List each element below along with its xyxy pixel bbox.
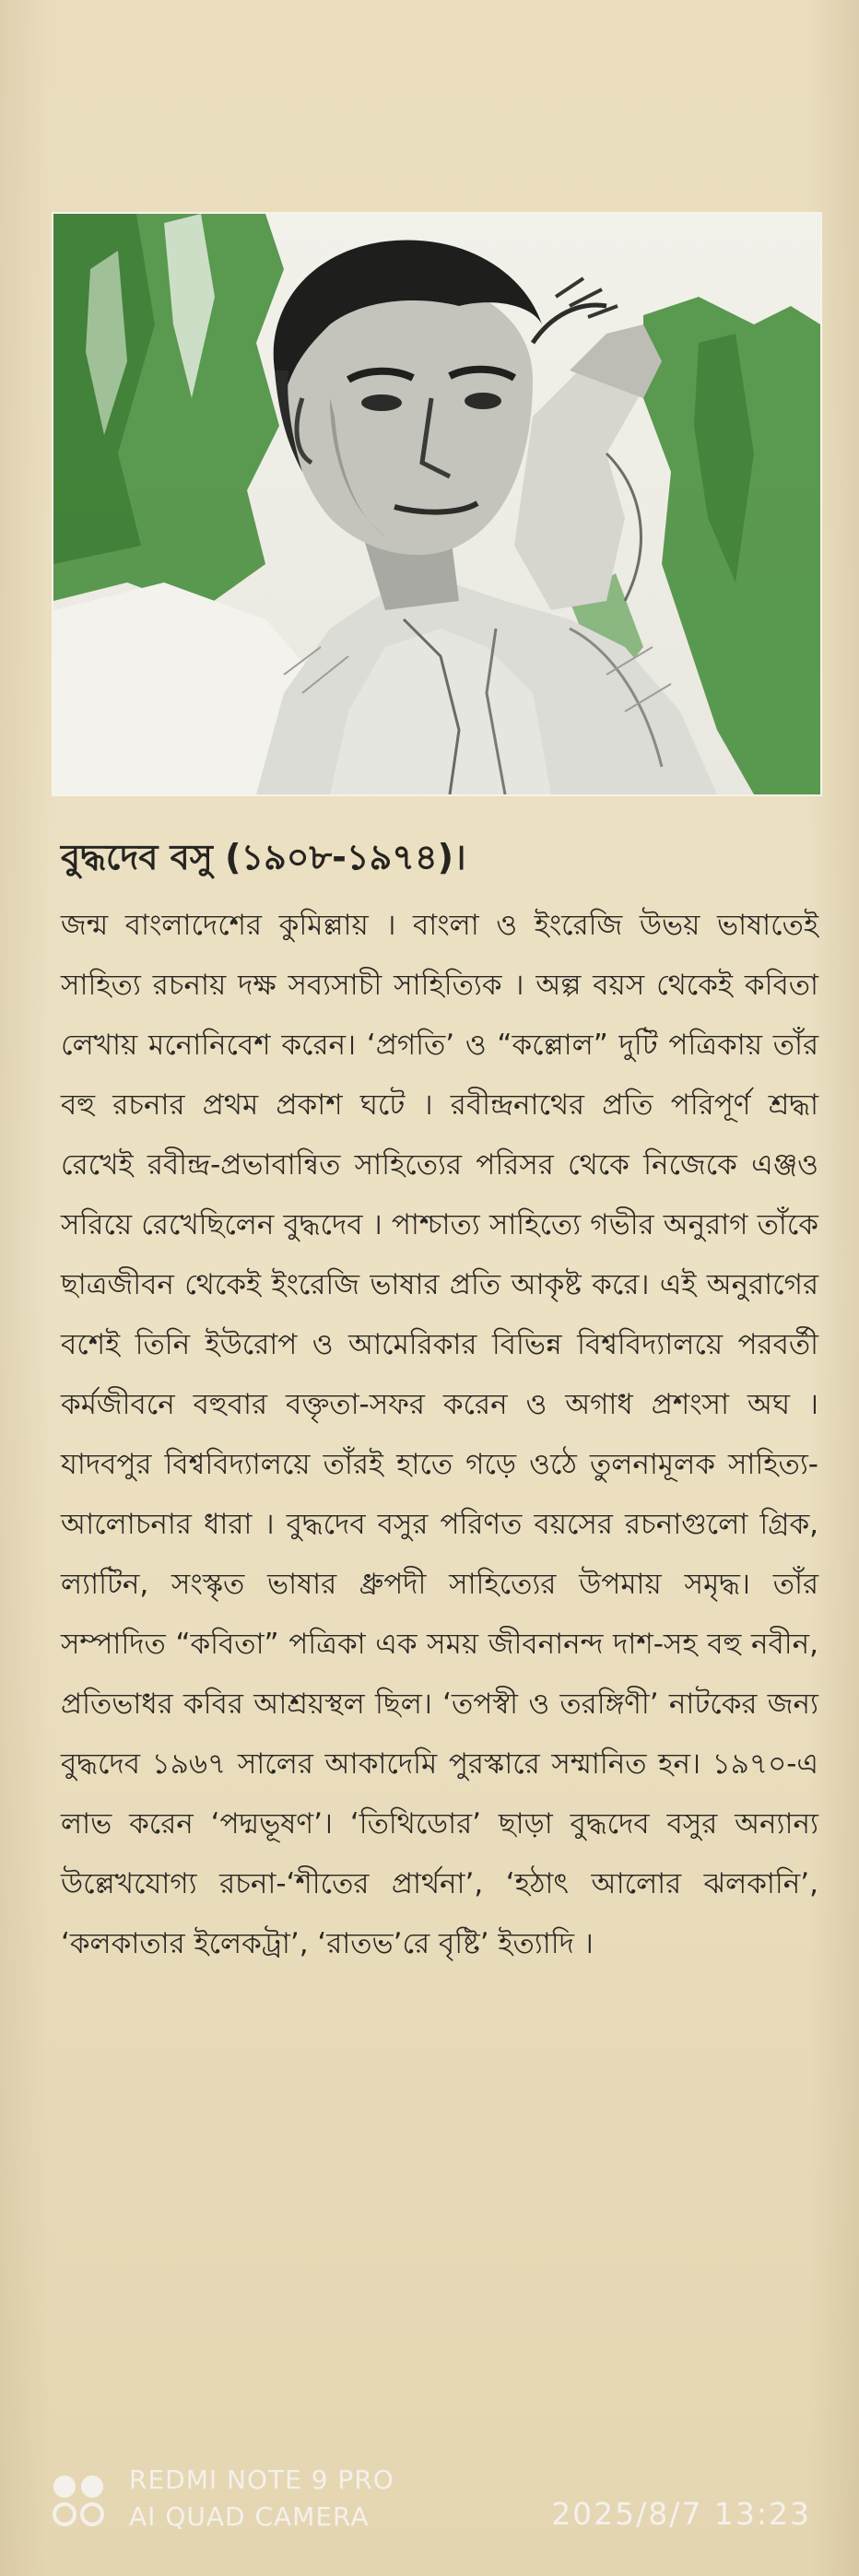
photo-timestamp-watermark: 2025/8/7 13:23 [551, 2496, 811, 2532]
author-name-heading: বুদ্ধদেব বসু (১৯০৮-১৯৭৪)। [61, 837, 466, 877]
author-biography-paragraph: জন্ম বাংলাদেশের কুমিল্লায় । বাংলা ও ইংরেজি উভয় ভাষাতেই সাহিত্য রচনায় দক্ষ সব্যসাচী সাহিত্যিক । অল্প বয়স থেকেই কবিতা লেখায় মনোনিবেশ করেন। ‘প্রগতি’ ও “কল্লোল” দুটি পত্রিকায় তাঁর বহু রচনার প্রথম প্রকাশ ঘটে । রবীন্দ্রনাথের প্রতি পরিপূর্ণ শ্রদ্ধা রেখেই রবীন্দ্র-প্রভাবান্বিত সাহিত্যের পরিসর থেকে নিজেকে এঞ্জও সরিয়ে রেখেছিলেন বুদ্ধদেব । পাশ্চাত্য সাহিত্যে গভীর অনুরাগ তাঁকে ছাত্রজীবন থেকেই ইংরেজি ভাষার প্রতি আকৃষ্ট করে। এই অনুরাগের বশেই তিনি ইউরোপ ও আমেরিকার বিভিন্ন বিশ্ববিদ্যালয়ে পরবর্তী কর্মজীবনে বহুবার বক্তৃতা-সফর করেন ও অগাধ প্রশংসা অঘ । যাদবপুর বিশ্ববিদ্যালয়ে তাঁরই হাতে গড়ে ওঠে তুলনামূলক সাহিত্য-আলোচনার ধারা । বুদ্ধদেব বসুর পরিণত বয়সের রচনাগুলো গ্রিক, ল্যাটিন, সংস্কৃত ভাষার ধ্রুপদী সাহিত্যের উপমায় সমৃদ্ধ। তাঁর সম্পাদিত “কবিতা” পত্রিকা এক সময় জীবনানন্দ দাশ-সহ বহু নবীন, প্রতিভাধর কবির আশ্রয়স্থল ছিল। ‘তপস্বী ও তরঙ্গিণী’ নাটকের জন্য বুদ্ধদেব ১৯৬৭ সালের আকাদেমি পুরস্কারে সম্মানিত হন। ১৯৭০-এ লাভ করেন ‘পদ্মভূষণ’। ‘তিথিডোর’ ছাড়া বুদ্ধদেব বসুর অন্যান্য উল্লেখযোগ্য রচনা-‘শীতের প্রার্থনা’, ‘হঠাৎ আলোর ঝলকানি’, ‘কলকাতার ইলেকট্রা’, ‘রাতভ’রে বৃষ্টি’ ইত্যাদি । [61, 909, 818, 1960]
author-portrait-image [53, 214, 820, 794]
portrait-illustration [53, 214, 820, 794]
camera-type-watermark: AI QUAD CAMERA [129, 2501, 370, 2532]
camera-model-watermark: REDMI NOTE 9 PRO [129, 2464, 394, 2495]
dual-circle-camera-icon [48, 2468, 114, 2533]
